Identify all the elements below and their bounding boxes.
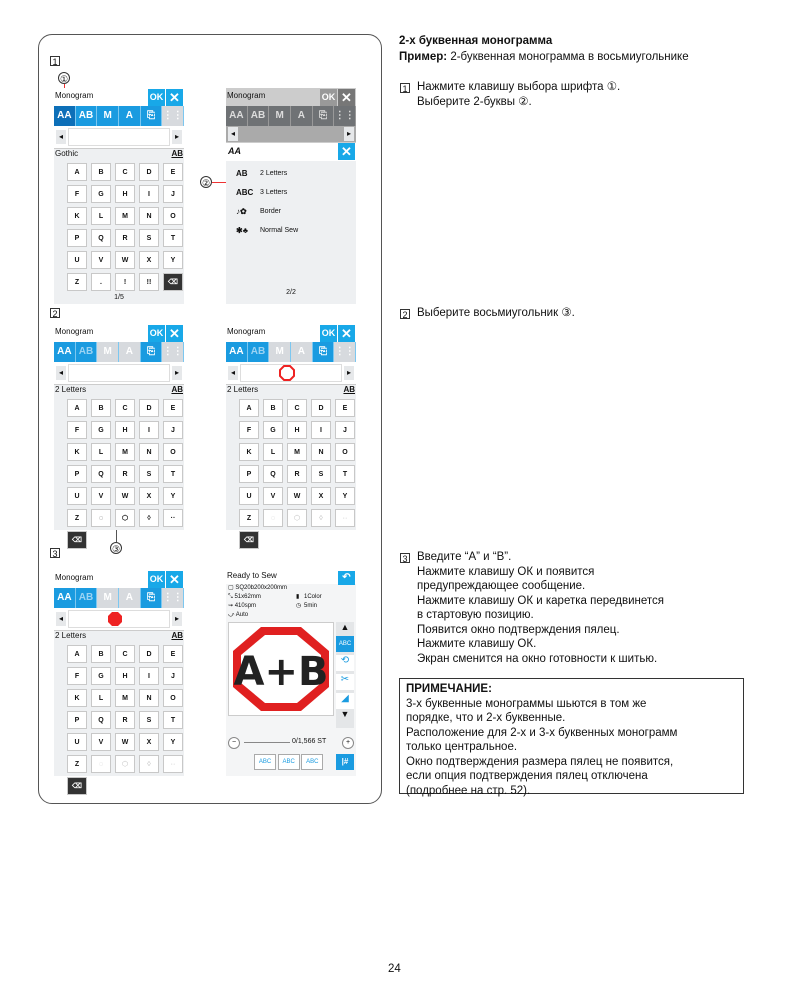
key[interactable]: B	[91, 163, 111, 181]
ab-tag: AB	[343, 385, 355, 394]
key[interactable]: R	[115, 465, 135, 483]
layout-button[interactable]: AB	[76, 342, 98, 362]
font-select-button[interactable]: AA	[54, 342, 76, 362]
callout-1: ①	[59, 74, 69, 84]
ab-tag: AB	[171, 149, 183, 158]
key[interactable]: Z	[67, 509, 87, 527]
abc-button[interactable]: ABC	[336, 636, 354, 652]
close-button[interactable]: ✕	[166, 89, 183, 106]
key[interactable]: X	[139, 733, 159, 751]
step-3-line: Нажмите клавишу ОК и появится	[417, 565, 595, 578]
screen-title: Monogram	[55, 91, 94, 100]
step-1-text	[417, 80, 620, 109]
key[interactable]: G	[91, 185, 111, 203]
key[interactable]: C	[115, 163, 135, 181]
key[interactable]: Q	[91, 711, 111, 729]
key[interactable]: T	[335, 465, 355, 483]
key[interactable]: L	[263, 443, 283, 461]
key[interactable]: M	[115, 689, 135, 707]
key[interactable]: ◌	[91, 755, 111, 773]
key[interactable]: N	[139, 443, 159, 461]
ok-button[interactable]: OK	[148, 571, 165, 588]
key[interactable]: F	[239, 421, 259, 439]
key[interactable]: G	[91, 421, 111, 439]
thread-icon: ▮	[296, 594, 300, 600]
font-style-icon: ♪✿	[236, 207, 247, 216]
arrow-left-icon[interactable]: ◂	[56, 366, 66, 380]
file-button[interactable]: ⎘	[141, 342, 163, 362]
step-3-line: Экран сменится на окно готовности к шитью.	[417, 652, 658, 665]
key[interactable]: W	[287, 487, 307, 505]
key[interactable]: L	[91, 207, 111, 225]
key[interactable]: A	[67, 399, 87, 417]
key[interactable]: C	[115, 399, 135, 417]
font-list-item[interactable]	[226, 184, 356, 203]
key[interactable]: B	[91, 399, 111, 417]
callout-3: ③	[111, 544, 121, 554]
key[interactable]: G	[263, 421, 283, 439]
screen-font-list	[226, 88, 356, 304]
font-style-icon: ✱♣	[236, 226, 248, 235]
key[interactable]: M	[115, 207, 135, 225]
key[interactable]: T	[163, 465, 183, 483]
step-1-box: 1	[50, 56, 60, 66]
key[interactable]: N	[311, 443, 331, 461]
monogram-button[interactable]: M	[269, 342, 291, 362]
hash-button[interactable]: |#	[336, 754, 354, 770]
key[interactable]: X	[311, 487, 331, 505]
key[interactable]: P	[67, 229, 87, 247]
color-count: 1Color	[304, 594, 322, 600]
arrow-right-icon[interactable]: ▸	[172, 130, 182, 144]
key[interactable]: X	[139, 487, 159, 505]
arrow-left-icon[interactable]: ◂	[56, 130, 66, 144]
font-list-label: Normal Sew	[260, 227, 299, 234]
abc-button-1[interactable]: ABC	[254, 754, 276, 770]
key[interactable]: R	[287, 465, 307, 483]
keyboard	[54, 641, 184, 795]
key[interactable]: J	[163, 185, 183, 203]
key[interactable]: V	[91, 487, 111, 505]
octagon-ab-icon	[107, 611, 123, 627]
color-icon[interactable]: ✂	[336, 674, 354, 690]
key[interactable]: E	[163, 163, 183, 181]
stitch-slider[interactable]	[244, 742, 290, 743]
sew-time: 5min	[304, 603, 318, 609]
arrow-left-icon[interactable]: ◂	[56, 612, 66, 626]
key[interactable]: B	[263, 399, 283, 417]
monogram-button[interactable]: M	[97, 106, 119, 126]
key[interactable]: J	[163, 421, 183, 439]
note-line: (подробнее на стр. 52).	[406, 784, 531, 797]
close-button[interactable]: ✕	[338, 143, 355, 160]
callout-2-line	[212, 182, 226, 183]
key[interactable]: F	[67, 667, 87, 685]
octagon-monogram	[229, 623, 333, 715]
step-3-line: Появится окно подтверждения пялец.	[417, 623, 620, 636]
key[interactable]: K	[67, 207, 87, 225]
key[interactable]: Q	[91, 465, 111, 483]
key[interactable]: Z	[239, 509, 259, 527]
grid-button[interactable]: ⋮⋮	[162, 588, 184, 608]
toolbar	[54, 342, 184, 362]
plus-button[interactable]: +	[342, 737, 354, 749]
key[interactable]: Y	[163, 251, 183, 269]
ok-button[interactable]: OK	[320, 325, 337, 342]
step-3-line: Введите “A” и “B”.	[417, 551, 512, 563]
file-button[interactable]: ⎘	[141, 106, 163, 126]
key[interactable]: I	[139, 421, 159, 439]
close-button[interactable]: ✕	[338, 325, 355, 342]
key[interactable]: O	[163, 689, 183, 707]
text-input[interactable]	[240, 364, 342, 382]
font-select-button[interactable]: AA	[226, 342, 248, 362]
key[interactable]: H	[115, 185, 135, 203]
screen-2letters	[54, 324, 184, 544]
step-1-num: 1	[400, 83, 410, 93]
page-indicator: 1/5	[114, 294, 124, 301]
key[interactable]: X	[139, 251, 159, 269]
example-text: 2-буквенная монограмма в восьмиугольнике	[447, 51, 689, 63]
font-list-label: 3 Letters	[260, 189, 288, 196]
key[interactable]: J	[335, 421, 355, 439]
file-button[interactable]: ⎘	[141, 588, 163, 608]
trace-icon[interactable]: ◢	[336, 693, 354, 709]
minus-button[interactable]: −	[228, 737, 240, 749]
key[interactable]: R	[115, 711, 135, 729]
font-name: 2 Letters	[227, 385, 259, 394]
grid-button[interactable]: ⋮⋮	[334, 342, 356, 362]
arrow-left-icon: ◂	[228, 127, 238, 141]
toolbar	[226, 106, 356, 126]
key[interactable]: P	[67, 465, 87, 483]
text-input[interactable]	[68, 364, 170, 382]
close-button[interactable]: ✕	[166, 571, 183, 588]
key[interactable]: P	[239, 465, 259, 483]
arrow-right-icon[interactable]: ▸	[172, 366, 182, 380]
note-line: только центральное.	[406, 741, 518, 753]
key[interactable]: !!	[139, 273, 159, 291]
key[interactable]: A	[67, 645, 87, 663]
key[interactable]: ◌	[263, 509, 283, 527]
hoop-size: SQ20b200x200mm	[235, 585, 288, 591]
key[interactable]: H	[115, 667, 135, 685]
side-tools	[336, 622, 354, 728]
key[interactable]: ··	[163, 755, 183, 773]
key[interactable]: Q	[91, 229, 111, 247]
page-title: 2-х буквенная монограмма	[399, 35, 553, 47]
keyboard	[54, 395, 184, 549]
step-3-line: в стартовую позицию.	[417, 609, 534, 621]
key[interactable]: V	[263, 487, 283, 505]
step-3-box: 3	[50, 548, 60, 558]
monogram-letters: A+B	[233, 649, 329, 695]
screen-title: Monogram	[55, 573, 94, 582]
key[interactable]: N	[139, 689, 159, 707]
close-button[interactable]: ✕	[166, 325, 183, 342]
size-button: A	[291, 106, 313, 126]
size-button[interactable]: A	[119, 588, 141, 608]
delete-key[interactable]: ⌫	[239, 531, 259, 549]
font-select-button[interactable]: AA	[54, 106, 76, 126]
key[interactable]: D	[139, 163, 159, 181]
scroll-down-icon[interactable]: ▼	[340, 709, 350, 719]
ok-button: OK	[320, 89, 337, 106]
key[interactable]: O	[163, 443, 183, 461]
speed-icon: ⇝	[228, 603, 235, 609]
key[interactable]: S	[139, 229, 159, 247]
key[interactable]: L	[91, 443, 111, 461]
note-title: ПРИМЕЧАНИЕ:	[406, 683, 492, 695]
key[interactable]: T	[163, 229, 183, 247]
design-size: 51x62mm	[234, 594, 261, 600]
key[interactable]: K	[67, 689, 87, 707]
key[interactable]: D	[311, 399, 331, 417]
monogram-button[interactable]: M	[97, 588, 119, 608]
key[interactable]: Z	[67, 273, 87, 291]
key[interactable]: ◊	[311, 509, 331, 527]
key[interactable]: L	[91, 689, 111, 707]
step-3-num: 3	[400, 553, 410, 563]
monogram-button[interactable]: M	[97, 342, 119, 362]
key[interactable]: O	[163, 207, 183, 225]
rotate-icon[interactable]: ⟲	[336, 655, 354, 671]
step-3-text	[417, 550, 664, 666]
key[interactable]: M	[115, 443, 135, 461]
delete-key[interactable]: ⌫	[67, 777, 87, 795]
abc-button-2[interactable]: ABC	[278, 754, 300, 770]
file-button: ⎘	[313, 106, 335, 126]
arrow-right-icon[interactable]: ▸	[344, 366, 354, 380]
key[interactable]: F	[67, 421, 87, 439]
step-2-box: 2	[50, 308, 60, 318]
toolbar	[226, 342, 356, 362]
key[interactable]: E	[163, 645, 183, 663]
font-list-label: 2 Letters	[260, 170, 288, 177]
key[interactable]: ⬡	[287, 509, 307, 527]
key[interactable]: S	[139, 711, 159, 729]
clock-icon: ◷	[296, 603, 302, 609]
size-icon: ⤡	[228, 594, 235, 600]
font-list-label: Border	[260, 208, 282, 215]
abc-row	[254, 754, 323, 770]
key[interactable]: H	[287, 421, 307, 439]
example-line	[399, 50, 689, 65]
screen-title: Monogram	[227, 327, 266, 336]
keyboard	[54, 159, 184, 291]
stitch-counter	[228, 736, 354, 750]
key[interactable]: A	[239, 399, 259, 417]
key[interactable]: J	[163, 667, 183, 685]
arrow-right-icon: ▸	[344, 127, 354, 141]
screen-ready-to-sew	[226, 570, 356, 776]
key[interactable]: U	[67, 251, 87, 269]
arrow-right-icon[interactable]: ▸	[172, 612, 182, 626]
key[interactable]: T	[163, 711, 183, 729]
ab-tag: AB	[171, 385, 183, 394]
file-button[interactable]: ⎘	[313, 342, 335, 362]
delete-key[interactable]: ⌫	[163, 273, 183, 291]
key[interactable]: I	[311, 421, 331, 439]
layout-button[interactable]: AB	[76, 588, 98, 608]
key[interactable]: ··	[163, 509, 183, 527]
auto-label: Auto	[235, 612, 249, 618]
key[interactable]: K	[67, 443, 87, 461]
step-1-line: Нажмите клавишу выбора шрифта ①.	[417, 81, 621, 93]
key[interactable]: V	[91, 733, 111, 751]
key[interactable]: Y	[163, 487, 183, 505]
octagon-frame-icon	[279, 365, 295, 381]
key[interactable]: ⬡	[115, 755, 135, 773]
font-name: 2 Letters	[55, 385, 87, 394]
key[interactable]: .	[91, 273, 111, 291]
font-list-item[interactable]	[226, 222, 356, 241]
toolbar	[54, 106, 184, 126]
key[interactable]: V	[91, 251, 111, 269]
key[interactable]: K	[239, 443, 259, 461]
step-3-line: Нажмите клавишу ОК и каретка передвинется	[417, 594, 664, 607]
return-button[interactable]: ↶	[338, 571, 355, 585]
note-box	[399, 678, 744, 797]
abc-button-3[interactable]: ABC	[301, 754, 323, 770]
size-button[interactable]: A	[119, 342, 141, 362]
key[interactable]: I	[139, 667, 159, 685]
text-input[interactable]	[68, 610, 170, 628]
note-line: Расположение для 2-х и 3-х буквенных монограмм	[406, 726, 678, 739]
key[interactable]: ◊	[139, 509, 159, 527]
note-line: порядке, что и 2-х буквенные.	[406, 712, 566, 724]
key[interactable]: O	[335, 443, 355, 461]
page-number: 24	[388, 963, 401, 975]
ready-title: Ready to Sew	[227, 571, 277, 580]
monogram-button: M	[269, 106, 291, 126]
key[interactable]: Y	[163, 733, 183, 751]
key[interactable]: B	[91, 645, 111, 663]
step-3-line: предупреждающее сообщение.	[417, 580, 586, 592]
toolbar	[54, 588, 184, 608]
hoop-icon: ▢	[228, 585, 236, 591]
key[interactable]: Q	[263, 465, 283, 483]
key[interactable]: ··	[335, 509, 355, 527]
text-input[interactable]	[68, 128, 170, 146]
example-label: Пример:	[399, 51, 448, 63]
grid-button[interactable]: ⋮⋮	[162, 342, 184, 362]
grid-button: ⋮⋮	[334, 106, 356, 126]
page-indicator: 2/2	[286, 289, 296, 296]
auto-icon: ⤻	[228, 612, 236, 618]
stitch-count: 0/1,566 ST	[292, 738, 327, 745]
key[interactable]: W	[115, 251, 135, 269]
note-line: Окно подтверждения размера пялец не появится,	[406, 755, 674, 768]
layout-button: AB	[248, 106, 270, 126]
key[interactable]: G	[91, 667, 111, 685]
size-button[interactable]: A	[119, 106, 141, 126]
callout-2: ②	[201, 178, 211, 188]
key[interactable]: ⬡	[115, 509, 135, 527]
step-2-num: 2	[400, 309, 410, 319]
key[interactable]: S	[139, 465, 159, 483]
key[interactable]: Z	[67, 755, 87, 773]
font-style-icon: AB	[236, 169, 248, 178]
screen-2letters-octagon	[226, 324, 356, 544]
font-name: Gothic	[55, 149, 79, 158]
screen-monogram-gothic	[54, 88, 184, 304]
key[interactable]: S	[311, 465, 331, 483]
font-style-icon: ABC	[236, 188, 254, 197]
step-3-line: Нажмите клавишу ОК.	[417, 638, 537, 650]
key[interactable]: E	[335, 399, 355, 417]
size-button[interactable]: A	[291, 342, 313, 362]
ok-button[interactable]: OK	[148, 89, 165, 106]
sew-info	[226, 584, 356, 620]
key[interactable]: W	[115, 733, 135, 751]
scroll-up-icon[interactable]: ▲	[340, 622, 350, 632]
ab-tag: AB	[171, 631, 183, 640]
key[interactable]: A	[67, 163, 87, 181]
speed: 410spm	[234, 603, 257, 609]
key[interactable]: C	[115, 645, 135, 663]
arrow-left-icon[interactable]: ◂	[228, 366, 238, 380]
note-line: 3-х буквенные монограммы шьются в том же	[406, 697, 647, 710]
key[interactable]: P	[67, 711, 87, 729]
font-name: 2 Letters	[55, 631, 87, 640]
ok-button[interactable]: OK	[148, 325, 165, 342]
screen-ab-input	[54, 570, 184, 790]
key[interactable]: R	[115, 229, 135, 247]
key[interactable]: ◊	[139, 755, 159, 773]
grid-button[interactable]: ⋮⋮	[162, 106, 184, 126]
step-1-line: Выберите 2-буквы ②.	[417, 95, 532, 108]
key[interactable]: D	[139, 645, 159, 663]
list-header: AA	[228, 146, 241, 156]
key[interactable]: E	[163, 399, 183, 417]
key[interactable]: F	[67, 185, 87, 203]
font-select-button[interactable]: AA	[54, 588, 76, 608]
key[interactable]: N	[139, 207, 159, 225]
font-list-item[interactable]	[226, 203, 356, 222]
key[interactable]: U	[239, 487, 259, 505]
font-list	[226, 161, 356, 241]
step-2-text: Выберите восьмиугольник ③.	[417, 307, 575, 319]
key[interactable]: ◌	[91, 509, 111, 527]
font-list-item[interactable]	[226, 165, 356, 184]
key[interactable]: I	[139, 185, 159, 203]
design-preview	[228, 622, 334, 716]
layout-button[interactable]: AB	[248, 342, 270, 362]
key[interactable]: M	[287, 443, 307, 461]
key[interactable]: W	[115, 487, 135, 505]
key[interactable]: H	[115, 421, 135, 439]
key[interactable]: U	[67, 487, 87, 505]
screen-title: Monogram	[227, 91, 266, 100]
key[interactable]: C	[287, 399, 307, 417]
key[interactable]: U	[67, 733, 87, 751]
delete-key[interactable]: ⌫	[67, 531, 87, 549]
keyboard	[226, 395, 356, 549]
screen-title: Monogram	[55, 327, 94, 336]
key[interactable]: Y	[335, 487, 355, 505]
key[interactable]: D	[139, 399, 159, 417]
key[interactable]: !	[115, 273, 135, 291]
close-button: ✕	[338, 89, 355, 106]
layout-button[interactable]: AB	[76, 106, 98, 126]
font-select-button: AA	[226, 106, 248, 126]
note-line: если опция подтверждения пялец отключена	[406, 770, 648, 782]
